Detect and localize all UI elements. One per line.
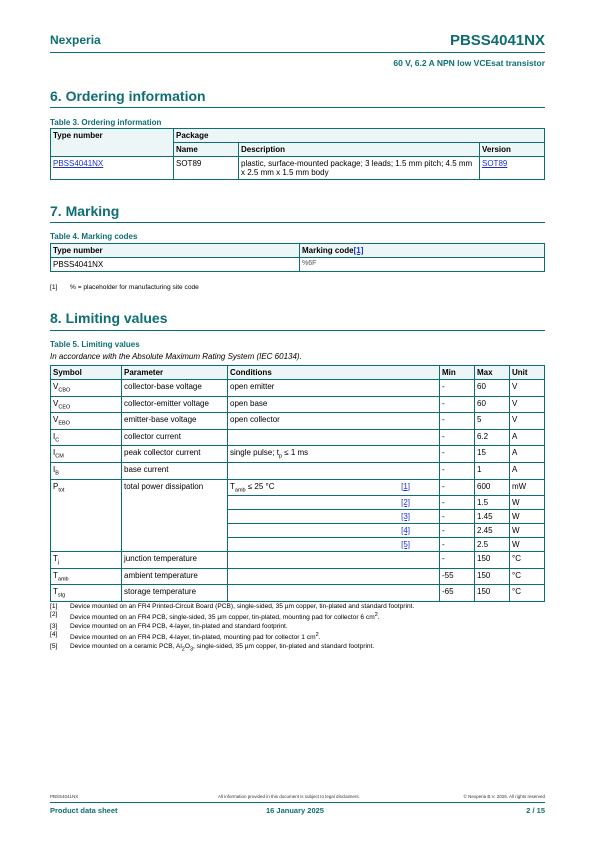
footnote-number: [3] — [50, 623, 58, 630]
footnote-ref-1[interactable]: [1] — [401, 481, 410, 491]
conditions-cell — [228, 524, 440, 538]
header-description: Description — [239, 143, 480, 157]
table-row — [51, 380, 545, 397]
footer-page-number: 2 / 15 — [526, 806, 545, 815]
header-package: Package — [174, 129, 545, 143]
symbol-subscript: j — [57, 559, 60, 566]
min-cell: - — [440, 462, 475, 479]
footnote-text: Device mounted on an FR4 Printed-Circuit Board (PCB), single-sided, 35 µm copper, tin-plated and standard footprint. — [70, 603, 415, 610]
min-cell: - — [440, 413, 475, 430]
unit-cell: A — [510, 462, 545, 479]
symbol-subscript: amb — [57, 576, 69, 583]
condition-subscript: p — [278, 453, 282, 460]
footnote-item — [50, 603, 545, 611]
header-parameter: Parameter — [122, 366, 228, 380]
unit-cell: W — [510, 510, 545, 524]
footnote-tail: . — [377, 614, 380, 622]
package-description: plastic, surface-mounted package; 3 leads; 1.5 mm pitch; 4.5 mm x 2.5 mm x 1.5 mm body — [239, 157, 480, 180]
footer-doc-type: Product data sheet — [50, 806, 118, 815]
symbol: I — [53, 448, 56, 458]
symbol-subscript: stg — [57, 592, 66, 599]
symbol-cell — [51, 413, 122, 430]
conditions-cell — [228, 496, 440, 510]
section-6-title: 6. Ordering information — [50, 88, 206, 104]
footer-doc-id: PBSS4041NX — [50, 794, 79, 799]
footnote-text: Device mounted on a ceramic PCB, Al — [70, 643, 182, 650]
marking-table-wrapper — [50, 243, 545, 272]
footnote-item — [50, 643, 545, 654]
min-cell: - — [440, 524, 475, 538]
max-cell: 1 — [475, 462, 510, 479]
section-7-divider — [50, 222, 545, 223]
ordering-table-wrapper — [50, 128, 545, 180]
conditions-cell: open collector — [228, 413, 440, 430]
footer-divider — [50, 802, 545, 803]
header-unit: Unit — [510, 366, 545, 380]
symbol-subscript: tot — [58, 487, 65, 494]
table-row — [51, 258, 545, 272]
parameter-cell: junction temperature — [122, 552, 228, 569]
footnote-superscript: 2 — [315, 632, 319, 639]
header-min: Min — [440, 366, 475, 380]
parameter-cell: emitter-base voltage — [122, 413, 228, 430]
min-cell: -55 — [440, 568, 475, 585]
conditions-cell: open base — [228, 396, 440, 413]
section-8-title: 8. Limiting values — [50, 310, 168, 326]
footnote-number: [1] — [50, 284, 58, 291]
marking-footnote-ref[interactable]: [1] — [353, 246, 364, 255]
max-cell: 5 — [475, 413, 510, 430]
unit-cell: °C — [510, 568, 545, 585]
min-cell: - — [440, 538, 475, 552]
symbol: T — [53, 554, 58, 564]
table-5-caption: Table 5. Limiting values — [50, 340, 140, 349]
max-cell: 150 — [475, 552, 510, 569]
package-name: SOT89 — [174, 157, 239, 180]
min-cell: - — [440, 479, 475, 496]
symbol-subscript: B — [55, 470, 59, 477]
footnote-number: [4] — [50, 631, 58, 639]
parameter-cell: collector-base voltage — [122, 380, 228, 397]
max-cell: 1.5 — [475, 496, 510, 510]
conditions-cell — [228, 568, 440, 585]
symbol: T — [53, 587, 58, 597]
footnote-number: [1] — [50, 603, 58, 610]
conditions-cell — [228, 429, 440, 446]
table-row — [51, 479, 545, 496]
footnote-number: [5] — [50, 643, 58, 650]
document-subtitle: 60 V, 6.2 A NPN low VCEsat transistor — [393, 58, 545, 68]
conditions-cell: open emitter — [228, 380, 440, 397]
table-row — [51, 568, 545, 585]
min-cell: -65 — [440, 585, 475, 602]
table-row — [51, 446, 545, 463]
max-cell: 60 — [475, 396, 510, 413]
max-cell: 2.5 — [475, 538, 510, 552]
table-row — [51, 396, 545, 413]
footnote-text: % = placeholder for manufacturing site code — [70, 284, 199, 291]
footnote-ref-2[interactable]: [2] — [401, 498, 410, 508]
footnote-ref-4[interactable]: [4] — [401, 526, 410, 536]
unit-cell: V — [510, 380, 545, 397]
footnote-number: [2] — [50, 611, 58, 619]
max-cell: 15 — [475, 446, 510, 463]
conditions-cell — [228, 552, 440, 569]
max-cell: 150 — [475, 585, 510, 602]
footnote-text: Device mounted on an FR4 PCB, 4-layer, tin-plated, mounting pad for collector 1 cm — [70, 634, 316, 642]
symbol-cell — [51, 429, 122, 446]
symbol: V — [53, 415, 59, 425]
marking-code-label: Marking code — [302, 246, 354, 255]
unit-cell: A — [510, 446, 545, 463]
table-3-caption: Table 3. Ordering information — [50, 118, 162, 127]
footnote-superscript: 2 — [374, 612, 378, 619]
parameter-cell: storage temperature — [122, 585, 228, 602]
symbol-subscript: EBO — [58, 420, 70, 427]
unit-cell: V — [510, 396, 545, 413]
condition-subscript: amb — [234, 487, 246, 494]
min-cell: - — [440, 552, 475, 569]
type-number-link[interactable]: PBSS4041NX — [53, 159, 104, 168]
symbol: I — [53, 464, 56, 474]
footnote-text-tail: , single-sided, 35 µm copper, tin-plated and standard footprint. — [193, 643, 375, 650]
conditions-cell — [228, 479, 440, 496]
conditions-cell — [228, 446, 440, 463]
table-5-note: In accordance with the Absolute Maximum Rating System (IEC 60134). — [50, 352, 302, 361]
footnote-subscript: 2 — [181, 646, 185, 653]
unit-cell: W — [510, 538, 545, 552]
min-cell: - — [440, 446, 475, 463]
unit-cell: A — [510, 429, 545, 446]
table-row — [51, 552, 545, 569]
marking-type-number: PBSS4041NX — [51, 258, 300, 272]
unit-cell: W — [510, 524, 545, 538]
marking-footnote — [50, 284, 199, 292]
conditions-cell — [228, 538, 440, 552]
footnote-item — [50, 623, 545, 631]
footer-date: 16 January 2025 — [266, 806, 324, 815]
header-version: Version — [480, 143, 545, 157]
limiting-footnotes — [50, 603, 545, 654]
symbol-subscript: CEO — [58, 404, 71, 411]
header-max: Max — [475, 366, 510, 380]
table-row — [51, 585, 545, 602]
conditions-cell — [228, 585, 440, 602]
header-type-number: Type number — [51, 129, 174, 157]
marking-code-value: %6F — [300, 258, 545, 272]
condition-text: single pulse; t — [230, 448, 279, 458]
parameter-cell: ambient temperature — [122, 568, 228, 585]
parameter-cell: collector-emitter voltage — [122, 396, 228, 413]
max-cell: 600 — [475, 479, 510, 496]
symbol-cell — [51, 568, 122, 585]
parameter-cell: base current — [122, 462, 228, 479]
footnote-item — [50, 631, 545, 643]
max-cell: 60 — [475, 380, 510, 397]
ordering-table — [50, 128, 545, 180]
header-name: Name — [174, 143, 239, 157]
parameter-cell: collector current — [122, 429, 228, 446]
min-cell: - — [440, 380, 475, 397]
header-symbol: Symbol — [51, 366, 122, 380]
limiting-table-wrapper — [50, 365, 545, 602]
parameter-cell: total power dissipation — [122, 479, 228, 552]
table-4-caption: Table 4. Marking codes — [50, 232, 138, 241]
symbol-subscript: C — [55, 437, 60, 444]
max-cell: 2.45 — [475, 524, 510, 538]
symbol: P — [53, 481, 59, 491]
symbol: T — [53, 570, 58, 580]
section-8-divider — [50, 330, 545, 331]
min-cell: - — [440, 510, 475, 524]
section-6-divider — [50, 107, 545, 108]
condition-text-tail: ≤ 25 °C — [245, 481, 275, 491]
header-marking-code — [300, 244, 545, 258]
unit-cell: °C — [510, 552, 545, 569]
footnote-text: Device mounted on an FR4 PCB, single-sided, 35 µm copper, tin-plated, mounting pad for collector 6 cm — [70, 614, 375, 622]
symbol-cell — [51, 462, 122, 479]
limiting-values-table — [50, 365, 545, 602]
footnote-text-mid: O — [184, 643, 190, 650]
table-row — [51, 462, 545, 479]
footnote-item — [50, 611, 545, 623]
max-cell: 6.2 — [475, 429, 510, 446]
conditions-cell — [228, 510, 440, 524]
unit-cell: W — [510, 496, 545, 510]
footnote-subscript: 3 — [189, 646, 194, 653]
max-cell: 150 — [475, 568, 510, 585]
symbol-cell — [51, 479, 122, 552]
parameter-cell: peak collector current — [122, 446, 228, 463]
section-7-title: 7. Marking — [50, 203, 120, 219]
min-cell: - — [440, 496, 475, 510]
symbol-cell — [51, 380, 122, 397]
footnote-tail: . — [318, 634, 321, 642]
footnote-text: Device mounted on an FR4 PCB, 4-layer, tin-plated and standard footprint. — [70, 623, 288, 630]
symbol-cell — [51, 585, 122, 602]
symbol: V — [53, 382, 59, 391]
symbol: I — [53, 431, 56, 441]
table-row — [51, 157, 545, 180]
min-cell: - — [440, 429, 475, 446]
part-number-title: PBSS4041NX — [449, 32, 545, 49]
header-type-number: Type number — [51, 244, 300, 258]
symbol-subscript: CM — [55, 453, 64, 460]
unit-cell: °C — [510, 585, 545, 602]
footer-copyright: © Nexperia B.V. 2025. All rights reserved — [463, 794, 545, 799]
max-cell: 1.45 — [475, 510, 510, 524]
footnote-ref-3[interactable]: [3] — [401, 512, 410, 522]
condition-text-tail: ≤ 1 ms — [281, 448, 309, 458]
conditions-cell — [228, 462, 440, 479]
table-row — [51, 429, 545, 446]
footnote-ref-5[interactable]: [5] — [401, 540, 410, 550]
symbol-cell — [51, 552, 122, 569]
min-cell: - — [440, 396, 475, 413]
unit-cell: V — [510, 413, 545, 430]
table-row — [51, 413, 545, 430]
footer-disclaimer: All information provided in this document is subject to legal disclaimers. — [218, 794, 360, 799]
symbol-cell — [51, 396, 122, 413]
header-divider — [50, 52, 545, 53]
header-conditions: Conditions — [228, 366, 440, 380]
marking-table — [50, 243, 545, 272]
condition-text: T — [230, 481, 235, 491]
symbol-subscript: CBO — [58, 387, 71, 394]
unit-cell: mW — [510, 479, 545, 496]
package-version-link[interactable]: SOT89 — [482, 159, 508, 168]
symbol-cell — [51, 446, 122, 463]
symbol: V — [53, 398, 59, 408]
brand-name: Nexperia — [50, 33, 101, 47]
